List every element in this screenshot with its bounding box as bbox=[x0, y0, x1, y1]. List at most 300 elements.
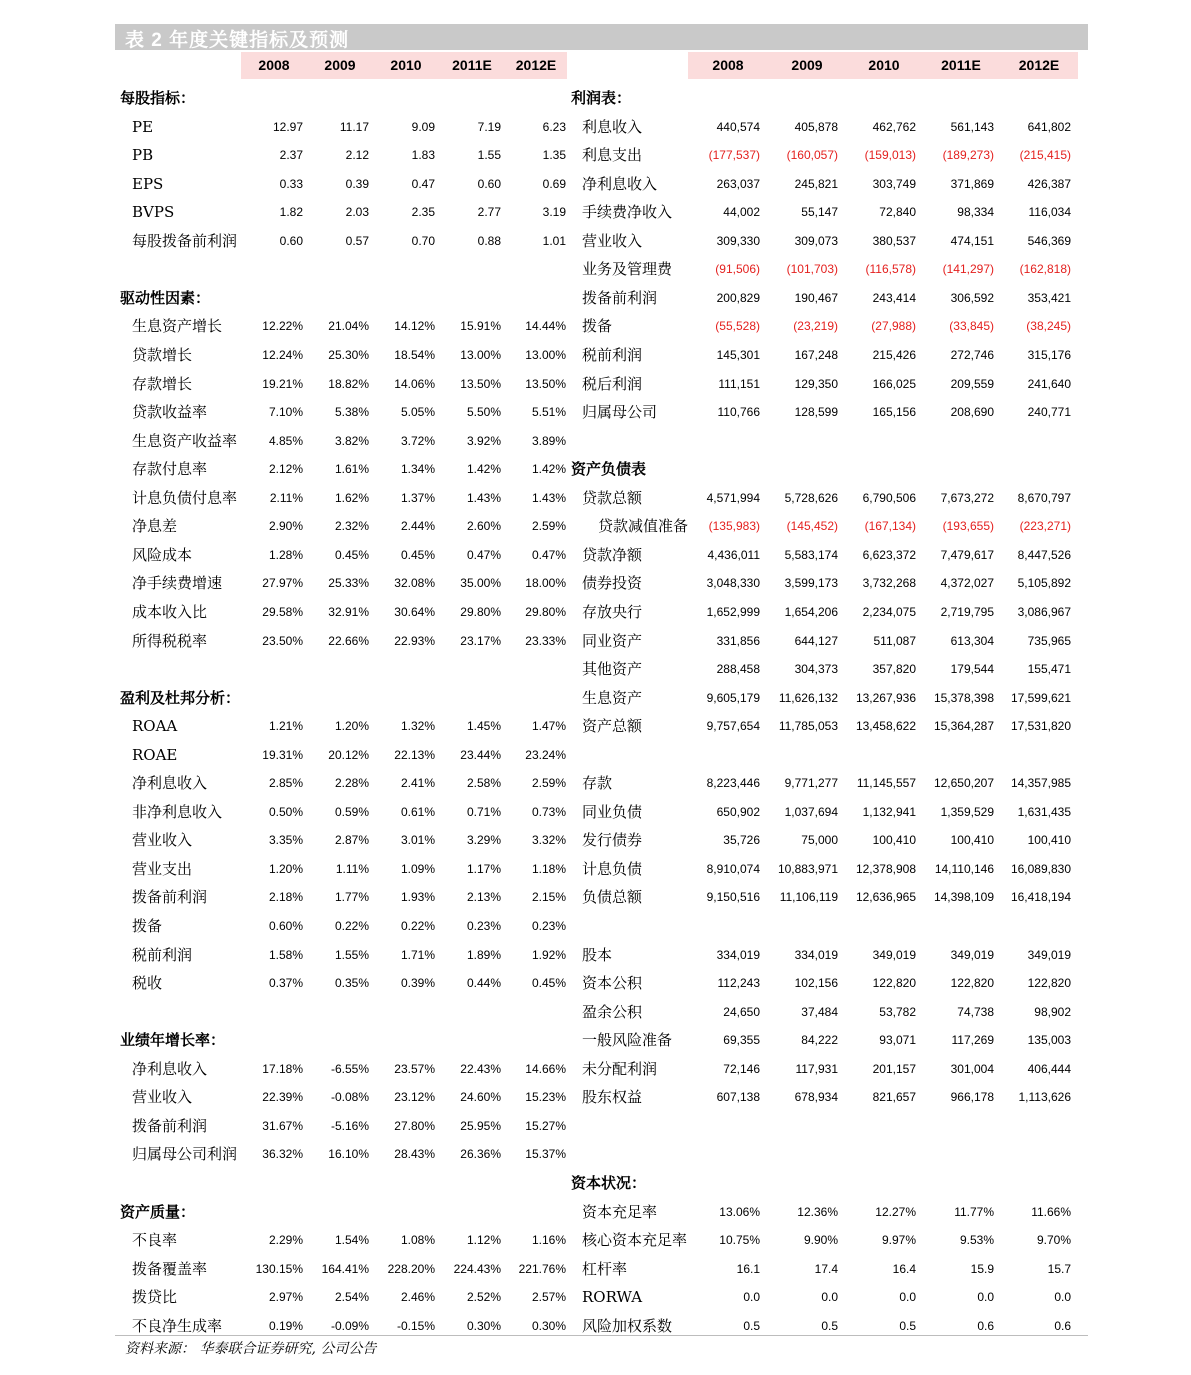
row-label: 所得税税率 bbox=[132, 631, 208, 650]
cell-value: 263,037 bbox=[716, 176, 760, 191]
cell-value: -6.55% bbox=[330, 1061, 369, 1076]
cell-value: 1.21% bbox=[268, 719, 303, 734]
section-title: 资本状况： bbox=[571, 1173, 647, 1192]
table-row bbox=[0, 712, 1191, 740]
row-label: 成本收入比 bbox=[132, 602, 208, 621]
cell-value: 334,019 bbox=[794, 947, 838, 962]
row-label: 存款增长 bbox=[132, 374, 193, 393]
cell-value: 1.47% bbox=[531, 719, 566, 734]
cell-value: 1,132,941 bbox=[862, 804, 916, 819]
cell-value: 16,418,194 bbox=[1010, 890, 1071, 905]
row-label: 资本公积 bbox=[582, 974, 643, 993]
cell-value: 23.50% bbox=[262, 633, 303, 648]
cell-value: (145,452) bbox=[786, 519, 838, 534]
cell-value: 309,073 bbox=[794, 233, 838, 248]
cell-value: 1.58% bbox=[268, 947, 303, 962]
cell-value: 1.55% bbox=[334, 947, 369, 962]
table-row bbox=[0, 826, 1191, 854]
cell-value: 2.37 bbox=[279, 148, 303, 163]
cell-value: 15,378,398 bbox=[933, 690, 994, 705]
cell-value: 1.18% bbox=[531, 861, 566, 876]
row-label: 净利息收入 bbox=[132, 774, 208, 793]
cell-value: 0.44% bbox=[466, 976, 501, 991]
cell-value: 0.73% bbox=[531, 804, 566, 819]
row-label: 拨备前利润 bbox=[132, 888, 208, 907]
cell-value: 23.17% bbox=[460, 633, 501, 648]
right-year-header: 2010 bbox=[868, 57, 900, 73]
cell-value: 440,574 bbox=[716, 119, 760, 134]
row-label: 风险加权系数 bbox=[582, 1316, 673, 1335]
table-row bbox=[0, 569, 1191, 597]
cell-value: 110,766 bbox=[717, 405, 760, 420]
cell-value: 2.35 bbox=[411, 205, 435, 220]
cell-value: 74,738 bbox=[957, 1004, 994, 1019]
cell-value: 13.06% bbox=[719, 1204, 760, 1219]
cell-value: 28.43% bbox=[394, 1147, 435, 1162]
cell-value: 15.37% bbox=[525, 1147, 566, 1162]
cell-value: 3.89% bbox=[531, 433, 566, 448]
row-label: ROAA bbox=[132, 717, 178, 736]
cell-value: 2.60% bbox=[466, 519, 501, 534]
row-label: 贷款总额 bbox=[582, 488, 643, 507]
cell-value: -0.08% bbox=[330, 1090, 369, 1105]
cell-value: 93,071 bbox=[879, 1033, 916, 1048]
cell-value: 36.32% bbox=[262, 1147, 303, 1162]
cell-value: 5,105,892 bbox=[1017, 576, 1071, 591]
row-label: 计息负债付息率 bbox=[132, 488, 238, 507]
bottom-rule bbox=[115, 1335, 1088, 1336]
row-label: 存款付息率 bbox=[132, 460, 208, 479]
cell-value: 650,902 bbox=[716, 804, 760, 819]
table-row bbox=[0, 141, 1191, 169]
cell-value: 0.30% bbox=[466, 1318, 501, 1333]
cell-value: 15.9 bbox=[970, 1261, 994, 1276]
table-row bbox=[0, 798, 1191, 826]
cell-value: 228.20% bbox=[387, 1261, 435, 1276]
source-note: 资料来源： 华泰联合证券研究, 公司公告 bbox=[125, 1341, 377, 1357]
cell-value: 561,143 bbox=[950, 119, 994, 134]
cell-value: 1.32% bbox=[400, 719, 435, 734]
cell-value: 5.05% bbox=[400, 405, 435, 420]
cell-value: 100,410 bbox=[1027, 833, 1071, 848]
cell-value: (27,988) bbox=[871, 319, 916, 334]
cell-value: 406,444 bbox=[1027, 1061, 1071, 1076]
cell-value: 1.35 bbox=[542, 148, 566, 163]
cell-value: 0.5 bbox=[899, 1318, 916, 1333]
cell-value: 4.85% bbox=[268, 433, 303, 448]
cell-value: 1.20% bbox=[268, 861, 303, 876]
row-label: 盈余公积 bbox=[582, 1002, 643, 1021]
cell-value: 2.59% bbox=[531, 776, 566, 791]
cell-value: 5,583,174 bbox=[784, 547, 838, 562]
cell-value: 11,626,132 bbox=[778, 690, 838, 705]
cell-value: 1.12% bbox=[466, 1233, 501, 1247]
cell-value: 12.24% bbox=[262, 347, 303, 362]
cell-value: 30.64% bbox=[394, 604, 435, 619]
cell-value: 13,267,936 bbox=[855, 690, 916, 705]
cell-value: 25.33% bbox=[328, 576, 369, 591]
cell-value: 17,599,621 bbox=[1010, 690, 1071, 705]
cell-value: 9.70% bbox=[1036, 1233, 1071, 1247]
cell-value: 35.00% bbox=[460, 576, 501, 591]
cell-value: 1.55 bbox=[477, 148, 501, 163]
cell-value: 29.80% bbox=[525, 604, 566, 619]
cell-value: 1.37% bbox=[400, 490, 435, 505]
cell-value: 116,034 bbox=[1028, 205, 1071, 220]
cell-value: 8,223,446 bbox=[706, 776, 760, 791]
left-year-header: 2011E bbox=[452, 57, 492, 73]
cell-value: 15.7 bbox=[1047, 1261, 1071, 1276]
cell-value: 112,243 bbox=[717, 976, 760, 991]
table-row bbox=[0, 684, 1191, 712]
table-row bbox=[0, 1226, 1191, 1254]
cell-value: 1.34% bbox=[400, 462, 435, 477]
cell-value: 241,640 bbox=[1027, 376, 1071, 391]
table-row bbox=[0, 1198, 1191, 1226]
cell-value: 5.38% bbox=[334, 405, 369, 420]
cell-value: 0.19% bbox=[268, 1318, 303, 1333]
cell-value: 17.4 bbox=[814, 1261, 838, 1276]
table-row bbox=[0, 1055, 1191, 1083]
row-label: 不良净生成率 bbox=[132, 1316, 223, 1335]
cell-value: 98,902 bbox=[1034, 1004, 1071, 1019]
table-row bbox=[0, 912, 1191, 940]
cell-value: 0.0 bbox=[821, 1290, 838, 1305]
cell-value: 12.97 bbox=[272, 119, 303, 134]
cell-value: 2.28% bbox=[334, 776, 369, 791]
cell-value: 100,410 bbox=[950, 833, 994, 848]
cell-value: 511,087 bbox=[873, 633, 916, 648]
cell-value: 331,856 bbox=[716, 633, 760, 648]
cell-value: 129,350 bbox=[794, 376, 838, 391]
cell-value: 2.18% bbox=[268, 890, 303, 905]
cell-value: 15.27% bbox=[525, 1118, 566, 1133]
cell-value: 288,458 bbox=[716, 662, 760, 676]
row-label: 计息负债 bbox=[582, 859, 643, 878]
cell-value: 2.54% bbox=[334, 1290, 369, 1305]
cell-value: 167,248 bbox=[794, 347, 838, 362]
cell-value: 208,690 bbox=[950, 405, 994, 420]
cell-value: 3.29% bbox=[466, 833, 501, 848]
cell-value: 22.13% bbox=[394, 747, 435, 762]
cell-value: 1.42% bbox=[466, 462, 501, 477]
row-label: 不良率 bbox=[132, 1231, 178, 1249]
cell-value: 2.41% bbox=[400, 776, 435, 791]
cell-value: 165,156 bbox=[872, 405, 916, 420]
cell-value: 72,840 bbox=[879, 205, 916, 220]
table-row bbox=[0, 655, 1191, 683]
cell-value: 0.22% bbox=[400, 919, 435, 933]
cell-value: 0.0 bbox=[1054, 1290, 1071, 1305]
cell-value: 8,910,074 bbox=[706, 861, 760, 876]
cell-value: 53,782 bbox=[879, 1004, 916, 1019]
cell-value: (23,219) bbox=[793, 319, 838, 334]
cell-value: 641,802 bbox=[1027, 119, 1071, 134]
cell-value: 1.77% bbox=[334, 890, 369, 905]
cell-value: 9,150,516 bbox=[706, 890, 760, 905]
cell-value: 128,599 bbox=[794, 405, 838, 420]
cell-value: 546,369 bbox=[1027, 233, 1071, 248]
cell-value: 179,544 bbox=[950, 662, 994, 676]
cell-value: 2,719,795 bbox=[940, 604, 994, 619]
cell-value: 243,414 bbox=[872, 290, 916, 305]
row-label: 负债总额 bbox=[582, 888, 643, 907]
row-label: 利息收入 bbox=[582, 117, 643, 136]
cell-value: 462,762 bbox=[872, 119, 916, 134]
row-label: EPS bbox=[132, 174, 164, 193]
cell-value: 18.82% bbox=[328, 376, 369, 391]
cell-value: 0.5 bbox=[821, 1318, 838, 1333]
cell-value: 272,746 bbox=[950, 347, 994, 362]
cell-value: 0.57 bbox=[345, 233, 369, 248]
cell-value: 3.92% bbox=[466, 433, 501, 448]
row-label: 股本 bbox=[582, 945, 613, 964]
cell-value: 304,373 bbox=[794, 662, 838, 676]
right-year-header: 2009 bbox=[791, 57, 823, 73]
cell-value: 2,234,075 bbox=[862, 604, 916, 619]
cell-value: 3.82% bbox=[334, 433, 369, 448]
cell-value: 7,479,617 bbox=[940, 547, 994, 562]
cell-value: 209,559 bbox=[950, 376, 994, 391]
row-label: 存放央行 bbox=[582, 602, 643, 621]
cell-value: 0.47% bbox=[531, 547, 566, 562]
cell-value: 16.4 bbox=[892, 1261, 916, 1276]
cell-value: 1.28% bbox=[268, 547, 303, 562]
cell-value: 9.90% bbox=[803, 1233, 838, 1247]
cell-value: 14.66% bbox=[525, 1061, 566, 1076]
row-label: 拨备 bbox=[582, 317, 613, 336]
cell-value: 17.18% bbox=[262, 1061, 303, 1076]
cell-value: 353,421 bbox=[1027, 290, 1071, 305]
table-row bbox=[0, 941, 1191, 969]
cell-value: 25.30% bbox=[328, 347, 369, 362]
cell-value: 13.50% bbox=[525, 376, 566, 391]
cell-value: 9.97% bbox=[881, 1233, 916, 1247]
cell-value: 2.12 bbox=[345, 148, 369, 163]
row-label: 生息资产增长 bbox=[132, 317, 223, 336]
cell-value: 1.42% bbox=[531, 462, 566, 477]
right-year-header: 2011E bbox=[941, 57, 981, 73]
cell-value: 16.10% bbox=[328, 1147, 369, 1162]
cell-value: 3.32% bbox=[531, 833, 566, 848]
cell-value: 11,145,557 bbox=[856, 776, 916, 791]
cell-value: (223,271) bbox=[1019, 519, 1071, 534]
row-label: 其他资产 bbox=[582, 660, 643, 678]
cell-value: 1.01 bbox=[542, 233, 566, 248]
cell-value: 13,458,622 bbox=[855, 719, 916, 734]
cell-value: 1.61% bbox=[334, 462, 369, 477]
table-row bbox=[0, 284, 1191, 312]
row-label: 未分配利润 bbox=[582, 1059, 658, 1078]
section-header-row bbox=[0, 1169, 1191, 1197]
table-row bbox=[0, 598, 1191, 626]
section-title: 盈利及杜邦分析： bbox=[120, 688, 241, 707]
cell-value: 17,531,820 bbox=[1010, 719, 1071, 734]
cell-value: 0.50% bbox=[268, 804, 303, 819]
left-year-header: 2009 bbox=[324, 57, 356, 73]
cell-value: 735,965 bbox=[1027, 633, 1071, 648]
cell-value: 32.08% bbox=[394, 576, 435, 591]
cell-value: 1,037,694 bbox=[784, 804, 838, 819]
section-title: 驱动性因素： bbox=[120, 288, 211, 307]
cell-value: 0.88 bbox=[477, 233, 501, 248]
cell-value: 2.03 bbox=[345, 205, 369, 220]
table-row bbox=[0, 1140, 1191, 1168]
cell-value: 8,447,526 bbox=[1017, 547, 1071, 562]
cell-value: 215,426 bbox=[872, 347, 916, 362]
cell-value: 1.43% bbox=[531, 490, 566, 505]
cell-value: 23.33% bbox=[525, 633, 566, 648]
cell-value: 0.6 bbox=[977, 1318, 994, 1333]
cell-value: 98,334 bbox=[957, 205, 994, 220]
table-title-bar bbox=[115, 24, 1088, 50]
cell-value: 3.01% bbox=[400, 833, 435, 848]
cell-value: 23.12% bbox=[394, 1090, 435, 1105]
cell-value: (189,273) bbox=[942, 148, 994, 163]
right-year-header: 2012E bbox=[1018, 57, 1060, 73]
cell-value: (159,013) bbox=[864, 148, 916, 163]
cell-value: 166,025 bbox=[872, 376, 916, 391]
cell-value: 111,151 bbox=[718, 376, 760, 391]
cell-value: 22.66% bbox=[328, 633, 369, 648]
row-label: 同业负债 bbox=[582, 802, 643, 821]
cell-value: 145,301 bbox=[716, 347, 760, 362]
cell-value: 37,484 bbox=[801, 1004, 838, 1019]
cell-value: 0.35% bbox=[334, 976, 369, 991]
cell-value: (215,415) bbox=[1019, 148, 1071, 163]
cell-value: 9,757,654 bbox=[706, 719, 760, 734]
cell-value: 130.15% bbox=[255, 1261, 303, 1276]
cell-value: 19.21% bbox=[262, 376, 303, 391]
cell-value: 3.72% bbox=[400, 433, 435, 448]
cell-value: 13.00% bbox=[525, 347, 566, 362]
row-label: 股东权益 bbox=[582, 1088, 643, 1107]
cell-value: 221.76% bbox=[518, 1261, 566, 1276]
cell-value: 12,636,965 bbox=[855, 890, 916, 905]
row-label: 税收 bbox=[132, 974, 163, 993]
table-row bbox=[0, 370, 1191, 398]
cell-value: 3,086,967 bbox=[1017, 604, 1071, 619]
cell-value: 0.30% bbox=[531, 1318, 566, 1333]
cell-value: 135,003 bbox=[1027, 1033, 1071, 1048]
cell-value: 15.23% bbox=[525, 1090, 566, 1105]
cell-value: 2.59% bbox=[531, 519, 566, 534]
row-label: 贷款增长 bbox=[132, 345, 193, 364]
row-label: 手续费净收入 bbox=[582, 203, 673, 222]
section-title: 资产质量： bbox=[120, 1202, 196, 1221]
cell-value: 10,883,971 bbox=[777, 861, 838, 876]
cell-value: 14,357,985 bbox=[1010, 776, 1071, 791]
table-row bbox=[0, 541, 1191, 569]
table-row bbox=[0, 741, 1191, 769]
row-label: RORWA bbox=[582, 1288, 643, 1307]
row-label: 贷款净额 bbox=[582, 545, 643, 564]
cell-value: 2.12% bbox=[268, 462, 303, 477]
cell-value: 9.09 bbox=[411, 119, 435, 134]
cell-value: 0.70 bbox=[411, 233, 435, 248]
cell-value: 14,110,146 bbox=[934, 861, 994, 876]
left-year-header: 2012E bbox=[515, 57, 557, 73]
table-row bbox=[0, 855, 1191, 883]
cell-value: 315,176 bbox=[1027, 347, 1071, 362]
cell-value: 2.44% bbox=[400, 519, 435, 534]
cell-value: 8,670,797 bbox=[1017, 490, 1071, 505]
table-row bbox=[0, 769, 1191, 797]
table-row bbox=[0, 998, 1191, 1026]
cell-value: 0.45% bbox=[334, 547, 369, 562]
cell-value: 1,113,626 bbox=[1018, 1090, 1071, 1105]
cell-value: (91,506) bbox=[715, 262, 760, 277]
cell-value: 1.08% bbox=[400, 1233, 435, 1247]
cell-value: 1.11% bbox=[335, 861, 369, 876]
cell-value: 2.11% bbox=[269, 490, 303, 505]
row-label: 净利息收入 bbox=[132, 1059, 208, 1078]
cell-value: 1.43% bbox=[466, 490, 501, 505]
cell-value: (101,703) bbox=[786, 262, 838, 277]
cell-value: 24.60% bbox=[460, 1090, 501, 1105]
cell-value: 334,019 bbox=[716, 947, 760, 962]
cell-value: 644,127 bbox=[794, 633, 838, 648]
cell-value: 1,631,435 bbox=[1017, 804, 1071, 819]
cell-value: 0.60 bbox=[477, 176, 501, 191]
row-label: 业务及管理费 bbox=[582, 260, 673, 279]
section-header-row bbox=[0, 84, 1191, 112]
cell-value: 11.66% bbox=[1031, 1204, 1071, 1219]
row-label: 营业收入 bbox=[132, 831, 193, 850]
cell-value: 1.83 bbox=[411, 148, 435, 163]
row-label: BVPS bbox=[132, 203, 175, 222]
cell-value: 29.58% bbox=[262, 604, 303, 619]
right-year-header: 2008 bbox=[712, 57, 744, 73]
cell-value: 0.0 bbox=[743, 1290, 760, 1305]
cell-value: 164.41% bbox=[321, 1261, 369, 1276]
cell-value: 3,732,268 bbox=[862, 576, 916, 591]
table-row bbox=[0, 227, 1191, 255]
left-year-header: 2010 bbox=[390, 57, 422, 73]
cell-value: 1,652,999 bbox=[706, 604, 760, 619]
cell-value: 380,537 bbox=[872, 233, 916, 248]
cell-value: 1.89% bbox=[466, 947, 501, 962]
row-label: 拨备前利润 bbox=[582, 288, 658, 307]
cell-value: 44,002 bbox=[723, 205, 760, 220]
cell-value: 4,436,011 bbox=[707, 547, 760, 562]
cell-value: 0.71% bbox=[466, 804, 501, 819]
cell-value: 2.13% bbox=[466, 890, 501, 905]
cell-value: 55,147 bbox=[801, 205, 838, 220]
row-label: PE bbox=[132, 117, 154, 136]
cell-value: 0.0 bbox=[977, 1290, 994, 1305]
section-header-row bbox=[0, 455, 1191, 483]
row-label: 风险成本 bbox=[132, 545, 193, 564]
row-label: 非净利息收入 bbox=[132, 802, 223, 821]
cell-value: 22.93% bbox=[394, 633, 435, 648]
cell-value: 16.1 bbox=[736, 1261, 760, 1276]
cell-value: 1.09% bbox=[400, 861, 435, 876]
row-label: 营业支出 bbox=[132, 859, 193, 878]
row-label: 拨备前利润 bbox=[132, 1116, 208, 1135]
cell-value: 102,156 bbox=[794, 976, 838, 991]
cell-value: 14.06% bbox=[394, 376, 435, 391]
table-row bbox=[0, 627, 1191, 655]
cell-value: 7.10% bbox=[268, 405, 303, 420]
cell-value: (193,655) bbox=[942, 519, 994, 534]
cell-value: 190,467 bbox=[794, 290, 838, 305]
cell-value: -0.15% bbox=[396, 1318, 435, 1333]
cell-value: 24,650 bbox=[723, 1004, 760, 1019]
cell-value: 12,378,908 bbox=[855, 861, 916, 876]
section-title: 资产负债表 bbox=[571, 460, 647, 479]
cell-value: 303,749 bbox=[872, 176, 916, 191]
